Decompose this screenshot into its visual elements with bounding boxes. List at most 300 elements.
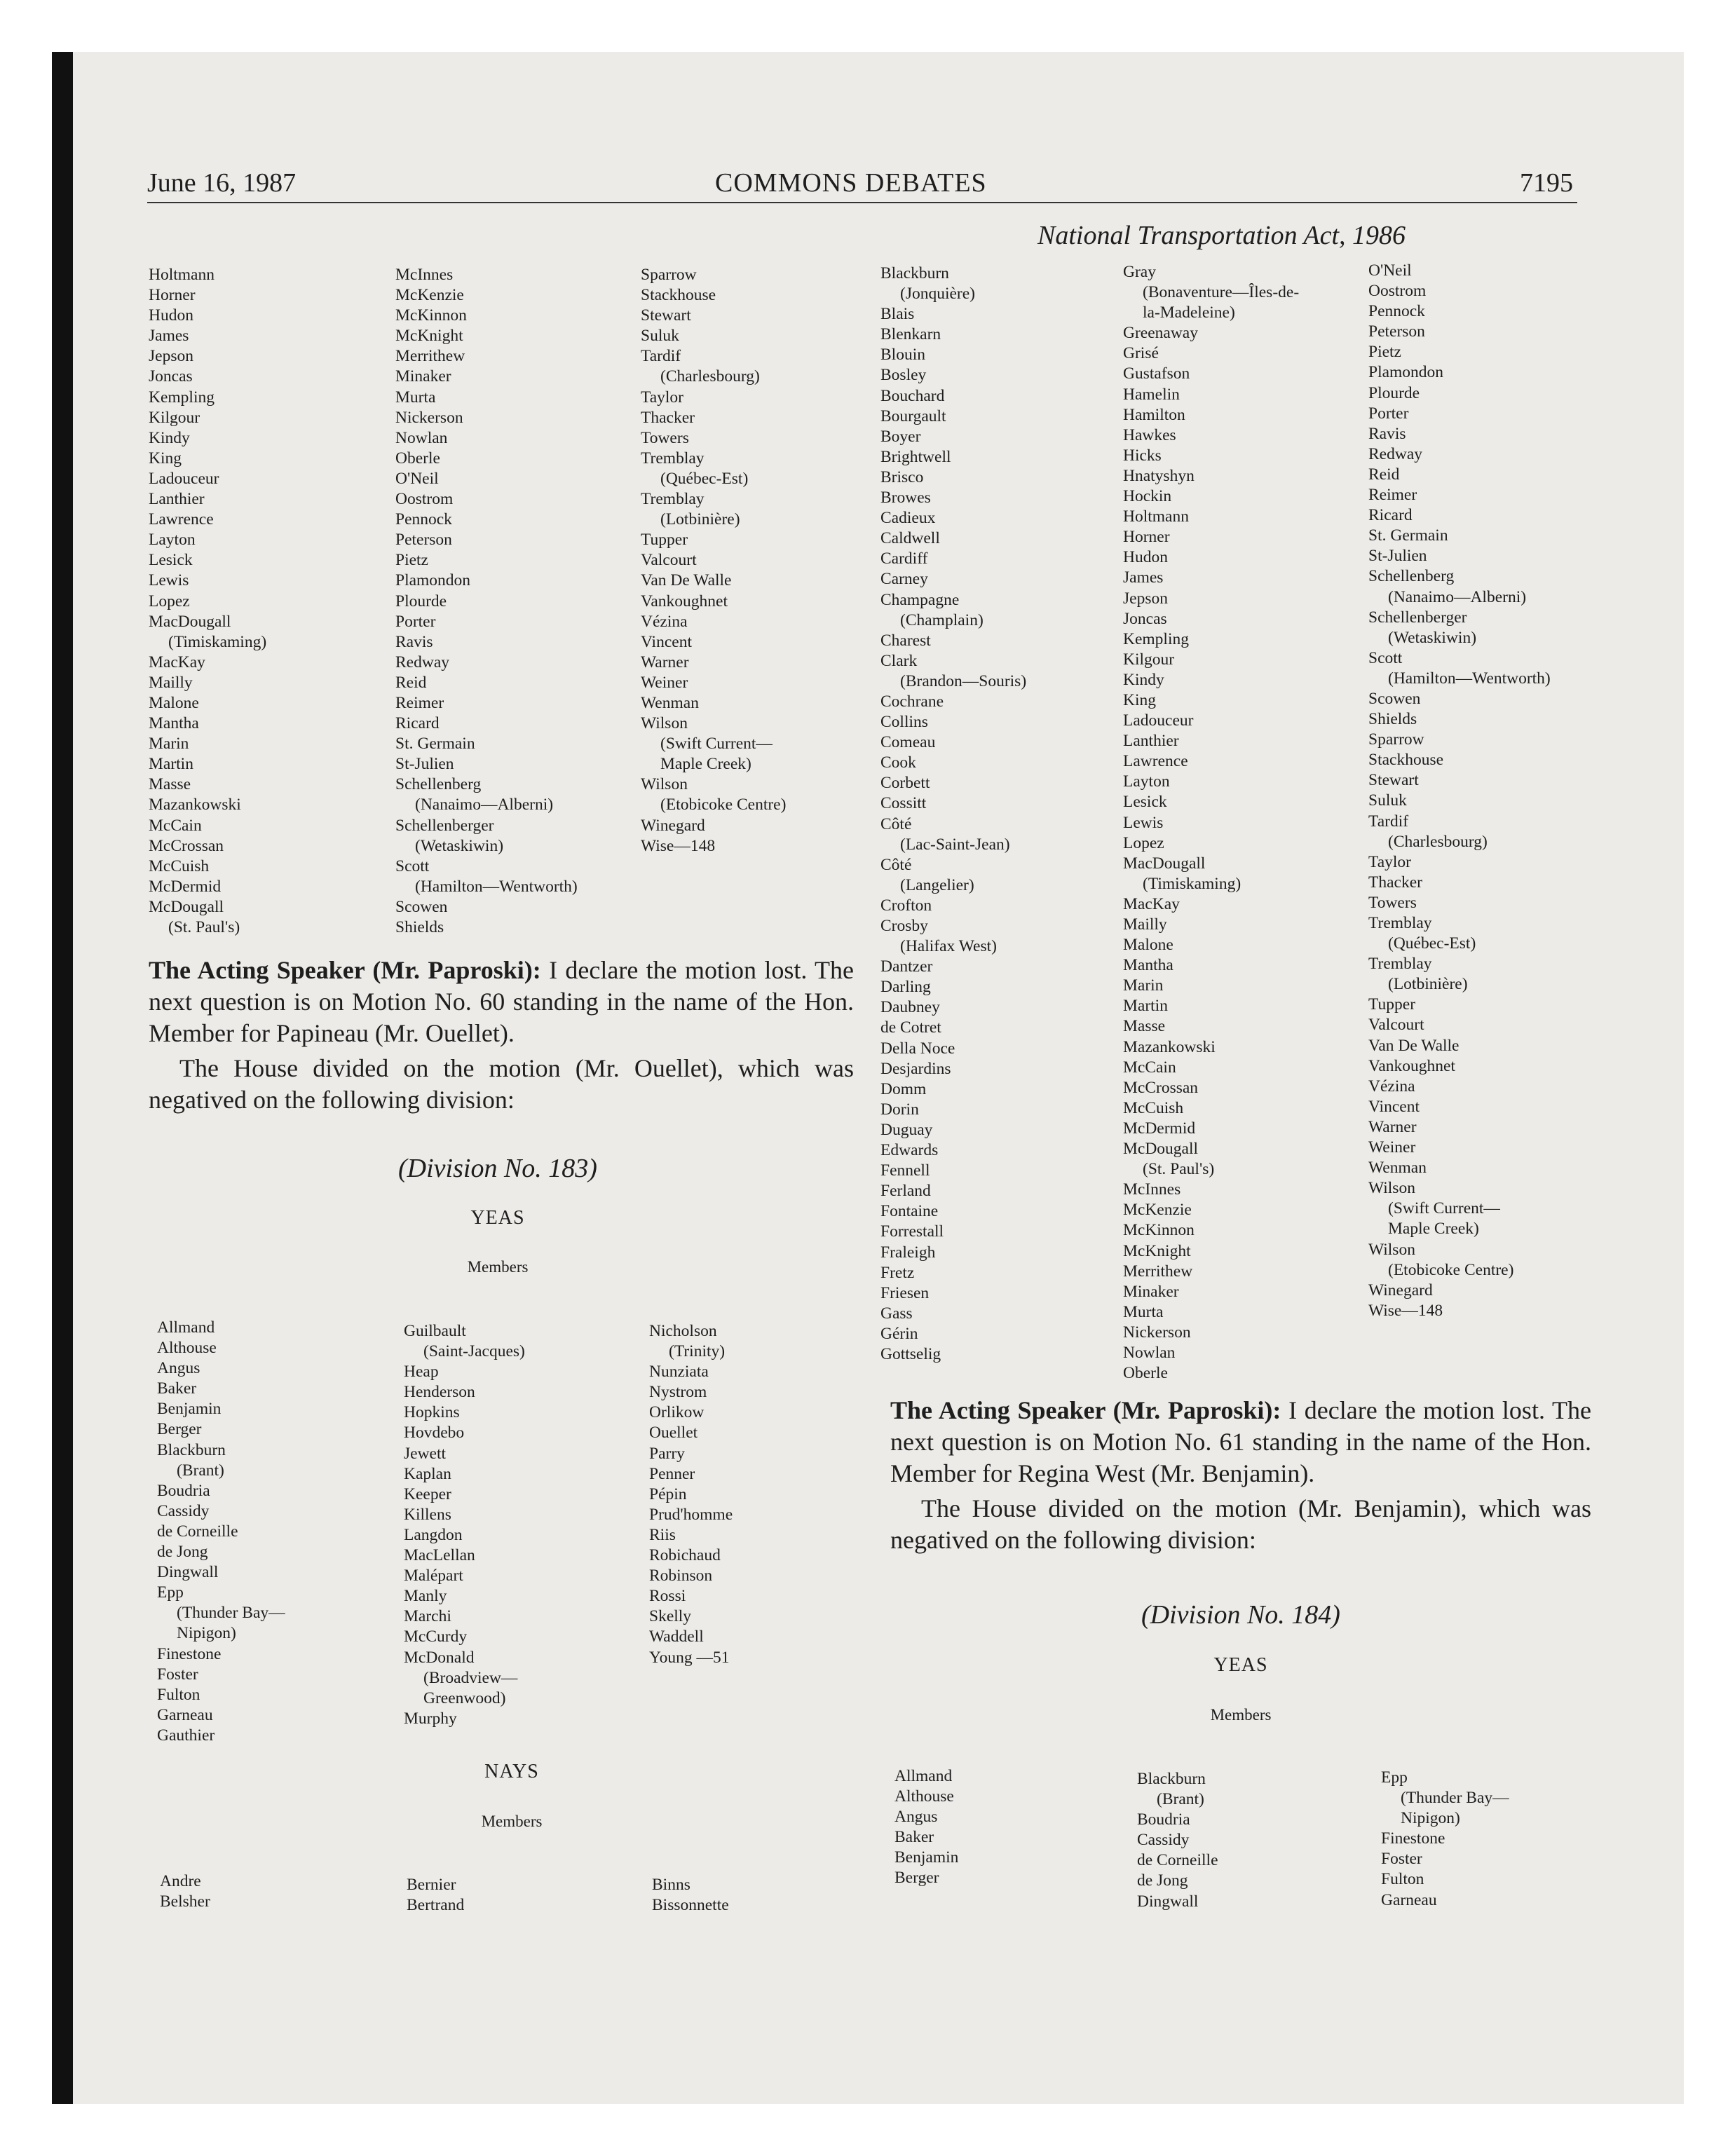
member-name: Valcourt xyxy=(1368,1016,1424,1035)
riding-line: (Halifax West) xyxy=(900,937,997,956)
member-name: Penner xyxy=(649,1464,695,1483)
member-name: Horner xyxy=(1123,528,1170,547)
member-name: McInnes xyxy=(395,266,454,284)
riding-line: (Charlesbourg) xyxy=(660,367,760,386)
member-name: Redway xyxy=(395,653,450,671)
member-name: Cassidy xyxy=(157,1501,210,1520)
member-name: Kilgour xyxy=(149,408,200,427)
member-name: Kilgour xyxy=(1123,650,1175,669)
member-name: Clark xyxy=(880,651,918,670)
member-name: Henderson xyxy=(404,1383,475,1402)
member-name: Boudria xyxy=(1137,1810,1190,1829)
member-name: Epp xyxy=(157,1583,184,1602)
member-name: Garneau xyxy=(1381,1890,1437,1909)
member-name: Lopez xyxy=(149,592,190,610)
member-name: Vankoughnet xyxy=(641,592,728,610)
member-name: Blackburn xyxy=(157,1440,226,1459)
member-name: Gottselig xyxy=(880,1344,941,1363)
member-name: Gérin xyxy=(880,1324,918,1343)
member-name: Garneau xyxy=(157,1705,213,1724)
member-name: O'Neil xyxy=(1368,261,1412,280)
member-name: Brisco xyxy=(880,468,924,486)
member-name: McInnes xyxy=(1123,1180,1181,1199)
member-name: McDonald xyxy=(404,1648,475,1667)
member-name: Weiner xyxy=(1368,1138,1416,1157)
member-name: Pennock xyxy=(1368,302,1425,321)
left-speaker-paragraph xyxy=(149,955,854,1049)
member-name: Lanthier xyxy=(149,490,205,509)
member-name: Blenkarn xyxy=(880,325,941,344)
left-top-col3 xyxy=(641,265,786,857)
member-name: Browes xyxy=(880,489,931,507)
member-name: Althouse xyxy=(157,1339,217,1358)
member-name: McCuish xyxy=(1123,1098,1184,1117)
member-name: Hawkes xyxy=(1123,425,1176,444)
member-name: Merrithew xyxy=(395,347,465,366)
member-name: Greenwood) xyxy=(423,1688,506,1707)
member-name: Cardiff xyxy=(880,550,928,568)
member-name: Gass xyxy=(880,1304,913,1323)
member-name: Pietz xyxy=(1368,343,1401,362)
member-name: Suluk xyxy=(641,327,679,346)
member-name: Cassidy xyxy=(1137,1831,1190,1850)
member-name: Allmand xyxy=(157,1318,215,1337)
member-name: Champagne xyxy=(880,590,960,609)
member-name: Ouellet xyxy=(649,1424,698,1442)
left-division-title: (Division No. 183) xyxy=(398,1154,597,1183)
member-name: Blackburn xyxy=(880,264,949,282)
section-subheading: National Transportation Act, 1986 xyxy=(1037,221,1406,250)
member-name: Tremblay xyxy=(1368,914,1432,932)
member-name: Binns xyxy=(652,1876,690,1894)
member-name: Mailly xyxy=(1123,915,1167,934)
member-name: Berger xyxy=(157,1420,202,1439)
member-name: Vincent xyxy=(641,632,692,651)
member-name: Lawrence xyxy=(1123,752,1188,771)
member-name: Mailly xyxy=(149,673,193,692)
riding-line: (Thunder Bay— xyxy=(1401,1789,1509,1808)
riding-line: (Brant) xyxy=(1157,1790,1204,1809)
member-name: Lesick xyxy=(1123,793,1167,812)
riding-line: (Bonaventure—Îles-de- xyxy=(1143,283,1300,302)
member-name: Nickerson xyxy=(1123,1323,1191,1342)
member-name: Lawrence xyxy=(149,510,214,529)
riding-line: (Jonquière) xyxy=(900,285,976,303)
member-name: Keeper xyxy=(404,1485,451,1503)
member-name: McDougall xyxy=(149,897,224,916)
member-name: Edwards xyxy=(880,1141,939,1160)
member-name: Benjamin xyxy=(157,1400,222,1419)
member-name: Ladouceur xyxy=(1123,711,1194,730)
member-name: McDermid xyxy=(1123,1119,1196,1138)
riding-line: (Etobicoke Centre) xyxy=(1388,1260,1514,1279)
member-name: Allmand xyxy=(894,1767,953,1785)
member-name: de Jong xyxy=(157,1543,208,1562)
member-name: Baker xyxy=(894,1828,934,1847)
scan-binding-edge xyxy=(52,52,73,2104)
member-name: McCurdy xyxy=(404,1628,468,1646)
member-name: Fretz xyxy=(880,1263,915,1282)
member-name: Charest xyxy=(880,631,931,650)
member-name: Pépin xyxy=(649,1485,687,1503)
member-name: Pennock xyxy=(395,510,452,529)
member-name: Hudon xyxy=(1123,548,1168,567)
member-name: Schellenberg xyxy=(395,775,482,794)
member-name: MacLellan xyxy=(404,1546,475,1565)
member-name: Gauthier xyxy=(157,1726,215,1745)
member-name: Marin xyxy=(149,735,189,753)
member-name: Hopkins xyxy=(404,1403,460,1422)
member-name: MacDougall xyxy=(1123,854,1206,873)
riding-line: (Nanaimo—Alberni) xyxy=(415,796,554,814)
left-yeas-col3 xyxy=(649,1321,733,1668)
speaker-name: The Acting Speaker (Mr. Paproski): xyxy=(890,1396,1281,1424)
member-name: James xyxy=(149,327,189,346)
member-name: Stewart xyxy=(641,306,691,325)
member-name: Robichaud xyxy=(649,1546,721,1565)
riding-line: (Québec-Est) xyxy=(660,469,749,488)
member-name: Schellenberger xyxy=(395,816,494,835)
member-name: Scott xyxy=(1368,648,1403,667)
member-name: Della Noce xyxy=(880,1039,955,1058)
member-name: McCrossan xyxy=(1123,1078,1199,1097)
member-name: Foster xyxy=(1381,1850,1422,1869)
member-name: Oostrom xyxy=(395,490,454,509)
riding-line: (Lac-Saint-Jean) xyxy=(900,835,1010,854)
member-name: Hamilton xyxy=(1123,405,1185,424)
member-name: Holtmann xyxy=(149,266,215,284)
member-name: Kaplan xyxy=(404,1464,451,1483)
right-col3 xyxy=(1368,261,1551,1321)
riding-line: (Hamilton—Wentworth) xyxy=(415,877,578,896)
riding-line: (Thunder Bay— xyxy=(177,1604,285,1623)
riding-line: (Langelier) xyxy=(900,875,974,894)
header-date: June 16, 1987 xyxy=(147,168,297,198)
left-yeas-col1 xyxy=(157,1318,285,1746)
member-name: Stewart xyxy=(1368,771,1419,790)
member-name: Layton xyxy=(1123,772,1170,791)
riding-line: (Trinity) xyxy=(669,1342,726,1361)
member-name: Boyer xyxy=(880,427,921,446)
member-name: Suluk xyxy=(1368,791,1407,810)
member-name: Tardif xyxy=(641,347,681,366)
riding-line: (Wetaskiwin) xyxy=(415,836,504,855)
member-name: Fulton xyxy=(1381,1870,1424,1889)
member-name: Plamondon xyxy=(395,571,471,590)
member-name: Langdon xyxy=(404,1525,463,1544)
member-name: Desjardins xyxy=(880,1059,951,1078)
member-name: Benjamin xyxy=(894,1848,959,1867)
member-name: Guilbault xyxy=(404,1322,466,1340)
member-name: Wilson xyxy=(641,775,688,794)
member-name: Skelly xyxy=(649,1607,692,1626)
riding-line: (Lotbinière) xyxy=(660,510,740,529)
member-name: Bosley xyxy=(880,366,927,385)
member-name: Gray xyxy=(1123,263,1156,281)
right-division-title: (Division No. 184) xyxy=(1141,1600,1340,1630)
member-name: Malone xyxy=(149,693,199,712)
header-rule xyxy=(147,202,1577,203)
member-name: McKenzie xyxy=(395,286,464,305)
member-name: Oostrom xyxy=(1368,282,1427,301)
member-name: Malépart xyxy=(404,1567,463,1585)
member-name: Darling xyxy=(880,978,931,997)
member-name: Forrestall xyxy=(880,1222,944,1241)
member-name: Stackhouse xyxy=(641,286,716,305)
member-name: Martin xyxy=(149,755,193,774)
left-yeas-heading: YEAS xyxy=(470,1207,525,1229)
member-name: Orlikow xyxy=(649,1403,705,1422)
member-name: Joncas xyxy=(149,367,193,386)
member-name: Killens xyxy=(404,1505,451,1524)
member-name: King xyxy=(1123,690,1156,709)
member-name: Boudria xyxy=(157,1481,210,1500)
member-name: King xyxy=(149,449,182,468)
member-name: Wilson xyxy=(641,714,688,733)
riding-line: (Wetaskiwin) xyxy=(1388,628,1477,647)
member-name: Weiner xyxy=(641,673,688,692)
member-name: Corbett xyxy=(880,774,930,793)
member-name: Finestone xyxy=(157,1644,222,1663)
member-name: Vankoughnet xyxy=(1368,1056,1456,1075)
division-text: The House divided on the motion (Mr. Benjamin), which was negatived on the following division: xyxy=(890,1494,1591,1554)
left-nays-col2 xyxy=(407,1875,464,1916)
member-name: Vézina xyxy=(1368,1077,1415,1096)
member-name: Scowen xyxy=(395,897,448,916)
member-name: Joncas xyxy=(1123,609,1167,628)
member-name: Bissonnette xyxy=(652,1896,729,1915)
member-name: Bouchard xyxy=(880,386,945,405)
member-name: Merrithew xyxy=(1123,1262,1193,1281)
member-name: McKenzie xyxy=(1123,1201,1192,1220)
member-name: Carney xyxy=(880,570,928,589)
member-name: Duguay xyxy=(880,1120,933,1139)
riding-line: (Québec-Est) xyxy=(1388,934,1476,953)
member-name: Fontaine xyxy=(880,1202,939,1221)
member-name: Berger xyxy=(894,1869,939,1888)
member-name: Lewis xyxy=(149,571,189,590)
member-name: MacKay xyxy=(1123,894,1180,913)
member-name: Nickerson xyxy=(395,408,463,427)
member-name: McCrossan xyxy=(149,836,224,855)
right-yeas-col1 xyxy=(894,1766,958,1889)
member-name: Plourde xyxy=(395,592,447,610)
member-name: Reid xyxy=(395,673,427,692)
member-name: McCain xyxy=(149,816,202,835)
member-name: Blouin xyxy=(880,346,925,364)
member-name: Nipigon) xyxy=(1401,1809,1460,1828)
member-name: Hovdebo xyxy=(404,1424,465,1442)
member-name: Hicks xyxy=(1123,446,1162,465)
division-text: The House divided on the motion (Mr. Ouellet), which was negatived on the following division: xyxy=(149,1054,854,1114)
member-name: Marin xyxy=(1123,976,1164,995)
member-name: O'Neil xyxy=(395,469,439,488)
member-name: Horner xyxy=(149,286,196,305)
member-name: Bourgault xyxy=(880,407,946,425)
left-yeas-col2 xyxy=(404,1321,525,1729)
member-name: Hudon xyxy=(149,306,193,325)
member-name: Porter xyxy=(395,612,436,631)
member-name: Foster xyxy=(157,1665,198,1684)
member-name: Tremblay xyxy=(641,449,705,468)
member-name: Winegard xyxy=(641,816,705,835)
member-name: Minaker xyxy=(1123,1282,1179,1301)
member-name: Blackburn xyxy=(1137,1770,1206,1788)
member-name: Wise—148 xyxy=(641,836,716,855)
header-page-number: 7195 xyxy=(1520,168,1573,198)
member-name: Porter xyxy=(1368,404,1409,423)
member-name: Warner xyxy=(1368,1117,1417,1136)
member-name: Domm xyxy=(880,1079,927,1098)
member-name: Wenman xyxy=(641,693,699,712)
speaker-text: I declare the motion lost. The next question is on Motion No. 60 standing in the name of the Hon. Member for Papineau (Mr. Ouellet). xyxy=(149,956,855,1047)
member-name: McCuish xyxy=(149,857,210,875)
member-name: Taylor xyxy=(641,388,683,407)
member-name: Winegard xyxy=(1368,1281,1433,1299)
member-name: Dingwall xyxy=(157,1563,219,1582)
member-name: Rossi xyxy=(649,1587,686,1606)
member-name: Oberle xyxy=(395,449,440,468)
member-name: McDermid xyxy=(149,877,222,896)
member-name: Pietz xyxy=(395,551,428,570)
member-name: Marchi xyxy=(404,1607,451,1626)
member-name: McKnight xyxy=(1123,1241,1191,1260)
member-name: Wilson xyxy=(1368,1240,1415,1259)
member-name: Murphy xyxy=(404,1709,457,1728)
member-name: Manly xyxy=(404,1587,447,1606)
left-yeas-members-label: Members xyxy=(467,1258,529,1276)
member-name: Towers xyxy=(641,428,689,447)
member-name: Angus xyxy=(894,1808,938,1827)
member-name: Waddell xyxy=(649,1628,704,1646)
member-name: MacKay xyxy=(149,653,205,671)
member-name: Minaker xyxy=(395,367,451,386)
member-name: Finestone xyxy=(1381,1829,1445,1848)
header-publication: COMMONS DEBATES xyxy=(715,168,987,198)
left-division-paragraph xyxy=(149,1053,854,1116)
riding-line: (St. Paul's) xyxy=(168,918,240,936)
member-name: Prud'homme xyxy=(649,1505,733,1524)
member-name: Murta xyxy=(1123,1302,1164,1321)
member-name: Jepson xyxy=(149,347,193,366)
member-name: Scowen xyxy=(1368,689,1421,708)
member-name: Taylor xyxy=(1368,852,1411,871)
member-name: Schellenberg xyxy=(1368,567,1455,586)
right-yeas-heading: YEAS xyxy=(1213,1654,1268,1676)
member-name: Nystrom xyxy=(649,1383,707,1402)
member-name: Shields xyxy=(1368,710,1417,729)
member-name: Scott xyxy=(395,857,430,875)
member-name: Baker xyxy=(157,1379,197,1398)
member-name: MacDougall xyxy=(149,612,231,631)
member-name: Tremblay xyxy=(641,490,705,509)
member-name: Dorin xyxy=(880,1100,919,1119)
member-name: Friesen xyxy=(880,1283,930,1302)
member-name: Brightwell xyxy=(880,447,951,466)
member-name: Hnatyshyn xyxy=(1123,466,1195,485)
member-name: Dingwall xyxy=(1137,1892,1199,1911)
member-name: Reimer xyxy=(1368,486,1417,505)
member-name: Riis xyxy=(649,1525,676,1544)
member-name: Masse xyxy=(1123,1017,1166,1036)
right-col2 xyxy=(1123,262,1299,1384)
member-name: de Corneille xyxy=(157,1522,238,1541)
member-name: Malone xyxy=(1123,936,1173,955)
member-name: Oberle xyxy=(1123,1364,1168,1383)
member-name: Sparrow xyxy=(641,266,697,284)
member-name: Vincent xyxy=(1368,1097,1420,1116)
member-name: Ferland xyxy=(880,1182,931,1201)
member-name: Crofton xyxy=(880,896,932,915)
member-name: Young —51 xyxy=(649,1648,730,1667)
riding-line: (Swift Current— xyxy=(660,735,773,753)
member-name: Angus xyxy=(157,1359,200,1378)
member-name: de Corneille xyxy=(1137,1851,1218,1870)
member-name: Thacker xyxy=(1368,873,1422,892)
left-nays-heading: NAYS xyxy=(484,1761,539,1782)
member-name: Maple Creek) xyxy=(660,755,751,774)
member-name: Van De Walle xyxy=(1368,1036,1460,1055)
member-name: Hockin xyxy=(1123,487,1172,506)
left-nays-col3 xyxy=(652,1875,729,1916)
member-name: Wise—148 xyxy=(1368,1301,1443,1320)
member-name: Althouse xyxy=(894,1787,954,1806)
member-name: Ladouceur xyxy=(149,469,219,488)
member-name: Gustafson xyxy=(1123,364,1190,383)
member-name: de Cotret xyxy=(880,1018,941,1037)
left-nays-members-label: Members xyxy=(481,1813,543,1830)
right-yeas-col3 xyxy=(1381,1768,1509,1911)
riding-line: (Nanaimo—Alberni) xyxy=(1388,587,1527,606)
member-name: Shields xyxy=(395,918,444,936)
member-name: Cook xyxy=(880,753,916,772)
riding-line: la-Madeleine) xyxy=(1143,303,1235,322)
member-name: Grisé xyxy=(1123,344,1159,363)
member-name: Peterson xyxy=(1368,322,1425,341)
left-top-col2 xyxy=(395,265,578,938)
member-name: Tupper xyxy=(641,531,688,550)
right-col1 xyxy=(880,264,1026,1365)
member-name: Maple Creek) xyxy=(1388,1220,1479,1239)
riding-line: (Hamilton—Wentworth) xyxy=(1388,669,1551,688)
member-name: Cochrane xyxy=(880,692,944,711)
riding-line: (Swift Current— xyxy=(1388,1199,1500,1218)
member-name: Cadieux xyxy=(880,509,936,528)
member-name: Plamondon xyxy=(1368,363,1444,382)
member-name: Mantha xyxy=(1123,956,1173,975)
member-name: Blais xyxy=(880,305,915,324)
member-name: Ricard xyxy=(1368,506,1413,525)
member-name: Andre xyxy=(160,1872,201,1890)
right-yeas-col2 xyxy=(1137,1769,1218,1912)
member-name: St. Germain xyxy=(1368,526,1448,545)
right-yeas-members-label: Members xyxy=(1210,1706,1272,1724)
member-name: Kempling xyxy=(149,388,215,407)
member-name: de Jong xyxy=(1137,1871,1188,1890)
member-name: Vézina xyxy=(641,612,688,631)
member-name: Schellenberger xyxy=(1368,608,1467,627)
left-nays-col1 xyxy=(160,1871,210,1912)
right-division-paragraph xyxy=(890,1493,1591,1556)
member-name: Reid xyxy=(1368,465,1400,484)
member-name: Nipigon) xyxy=(177,1624,236,1643)
member-name: Daubney xyxy=(880,998,940,1017)
member-name: Van De Walle xyxy=(641,571,732,590)
member-name: McCain xyxy=(1123,1058,1176,1077)
riding-line: (Broadview— xyxy=(423,1668,518,1687)
member-name: Belsher xyxy=(160,1892,210,1911)
member-name: James xyxy=(1123,568,1164,587)
